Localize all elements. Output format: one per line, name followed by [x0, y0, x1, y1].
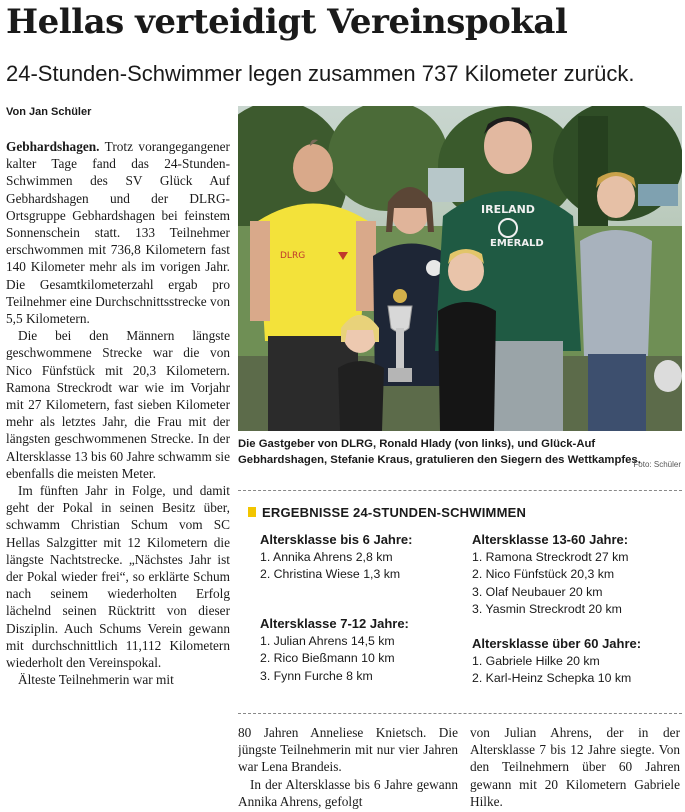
results-group-ueber-60	[472, 635, 641, 688]
result-entry: 1. Julian Ahrens 14,5 km	[260, 633, 395, 648]
result-entry: 3. Fynn Furche 8 km	[260, 668, 373, 683]
photo-caption: Die Gastgeber von DLRG, Ronald Hlady (von links), und Glück-Auf Gebhardshagen, Stefanie Kraus, gratulieren den Siegern des Wettkampfes.	[238, 438, 641, 466]
shirt-logo-green-1: IRELAND	[481, 203, 535, 216]
col2-paragraph-1: 80 Jahren Anneliese Knietsch. Die jüngste Teilnehmerin mit nur vier Jahren war Lena Brandeis.	[238, 725, 458, 775]
article-column-3	[470, 724, 680, 812]
result-entry: 2. Nico Fünfstück 20,3 km	[472, 567, 615, 582]
results-group-13-60	[472, 531, 629, 619]
article-column-2	[238, 724, 458, 812]
article-column-1	[6, 138, 230, 810]
results-box	[238, 490, 682, 714]
byline: Von Jan Schüler	[6, 106, 92, 118]
group-title: Altersklasse über 60 Jahre:	[472, 636, 642, 651]
results-group-7-12	[260, 615, 409, 685]
subheadline: 24-Stunden-Schwimmer legen zusammen 737 Kilometer zurück.	[6, 61, 635, 86]
result-entry: 1. Ramona Streckrodt 27 km	[472, 549, 629, 564]
paragraph-4: Älteste Teilnehmerin war mit	[18, 672, 174, 688]
results-accent-bar	[248, 507, 256, 517]
col2-paragraph-2: In der Altersklasse bis 6 Jahre gewann Annika Ahrens, gefolgt	[238, 776, 458, 809]
result-entry: 2. Rico Bießmann 10 km	[260, 651, 395, 666]
paragraph-1	[6, 138, 230, 327]
col3-paragraph: von Julian Ahrens, der in der Altersklasse 7 bis 12 Jahre siegte. Von den Teilnehmern über 60 Jahren gewann mit 20 Kilometern Gabriele Hilke.	[470, 725, 680, 809]
result-entry: 1. Gabriele Hilke 20 km	[472, 653, 600, 668]
paragraph-2: Die bei den Männern längste geschwommene Strecke war die von Nico Fünfstück mit 20,3 Kilometern. Ramona Streckrodt war wie im Vorjahr mit 27 Kilometern, fast sieben Kilometer mehr als letztes Jahr, die Frau mit der längsten geschwommenen Strecke. In der Altersklasse 13 bis 60 Jahre schwamm sie ebenfalls die meisten Meter.	[6, 328, 230, 481]
result-entry: 3. Olaf Neubauer 20 km	[472, 584, 603, 599]
result-entry: 3. Yasmin Streckrodt 20 km	[472, 602, 622, 617]
results-title: ERGEBNISSE 24-STUNDEN-SCHWIMMEN	[262, 505, 527, 520]
results-group-bis-6	[260, 531, 412, 584]
result-entry: 1. Annika Ahrens 2,8 km	[260, 549, 393, 564]
group-title: Altersklasse 13-60 Jahre:	[472, 532, 629, 547]
paragraph-3: Im fünften Jahr in Folge, und damit geht der Pokal in seinen Besitz über, schwamm Christian Schum vom SC Hellas Salzgitter mit 12 Kilometern die längste Nachtstrecke. „Nächstes Jahr ist der Pokal wieder frei“, so erklärte Schum nach seinem wiederholten Erfolg lächelnd seinen Rücktritt von dieser Disziplin. Auch Schums Verein gewann mit durchschnittlich 11,112 Kilometern wiederholt den Vereinspokal.	[6, 483, 230, 671]
group-photo	[238, 106, 682, 431]
group-title: Altersklasse 7-12 Jahre:	[260, 616, 409, 631]
result-entry: 2. Karl-Heinz Schepka 10 km	[472, 671, 632, 686]
headline: Hellas verteidigt Vereinspokal	[6, 2, 568, 42]
result-entry: 2. Christina Wiese 1,3 km	[260, 567, 401, 582]
paragraph-1-text: Trotz vorangegangener kalter Tage fand das 24-Stunden-Schwimmen des SV Glück Auf Gebhardshagen und der DLRG-Ortsgruppe Gebhardshagen bei feinstem Sonnenschein statt. 133 Teilnehmer erschwommen mit 736,8 Kilometern fast 140 Kilometer mehr als im vorigen Jahr. Die Gesamtkilometerzahl ergab pro Teilnehmer eine Durchschnittsstrecke von 5,5 Kilometern.	[6, 139, 230, 327]
shirt-logo-yellow: DLRG	[280, 251, 306, 261]
group-title: Altersklasse bis 6 Jahre:	[260, 532, 413, 547]
photo-credit: Foto: Schüler	[633, 460, 681, 469]
shirt-logo-green-2: EMERALD	[490, 238, 544, 249]
dateline: Gebhardshagen.	[6, 139, 100, 154]
